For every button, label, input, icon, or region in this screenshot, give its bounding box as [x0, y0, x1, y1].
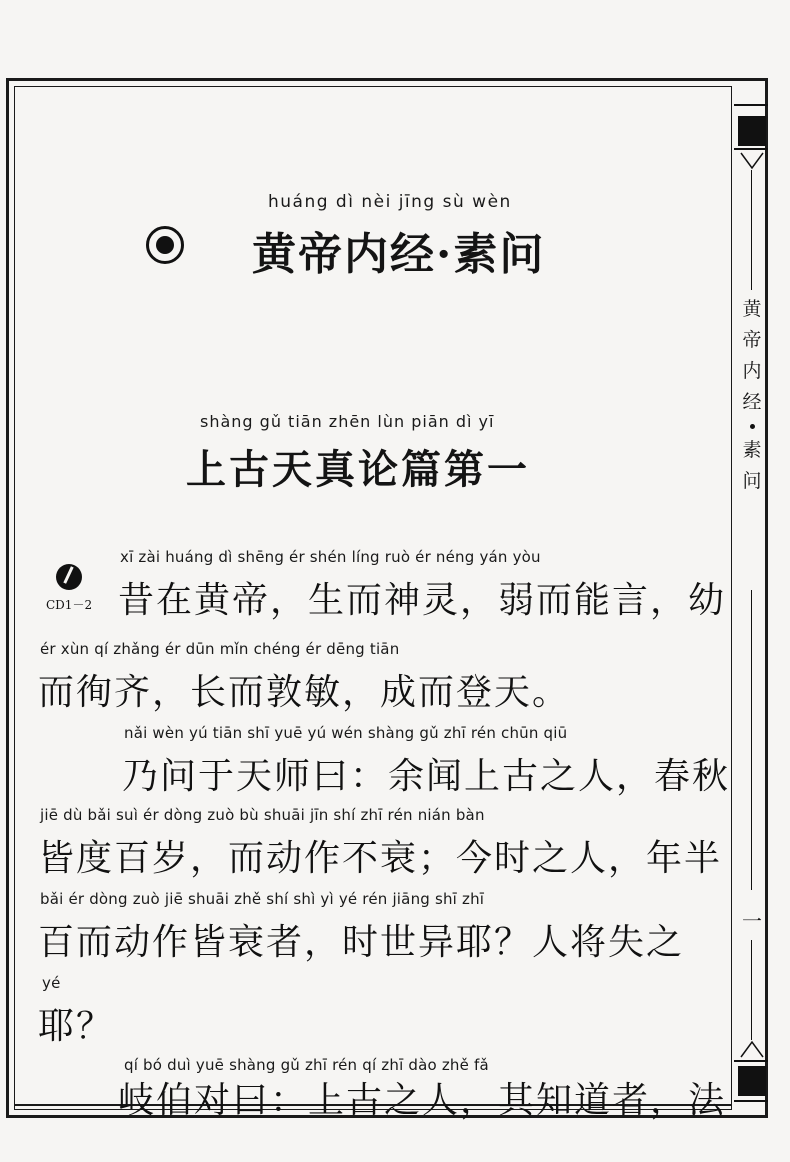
body-line-pinyin: ér xùn qí zhǎng ér dūn mǐn chéng ér dēng tiān — [40, 640, 400, 658]
body-line-text: 皆度百岁，而动作不衰；今时之人，年半 — [38, 838, 723, 879]
body-line-text: 乃问于天师曰：余闻上古之人，春秋 — [122, 756, 731, 797]
chapter-title: 上古天真论篇第一 — [186, 446, 530, 493]
side-rule-top — [734, 104, 768, 106]
running-head-char: 帝 — [742, 329, 762, 351]
body-line-text: 岐伯对曰：上古之人，其知道者，法 — [118, 1080, 727, 1121]
book-title-pinyin: huáng dì nèi jīng sù wèn — [268, 192, 512, 212]
running-head-char: 经 — [742, 391, 762, 413]
book-title: 黄帝内经·素问 — [252, 229, 546, 280]
side-rule-lower — [734, 1060, 768, 1062]
side-line-lower — [751, 590, 752, 890]
running-head-title — [738, 300, 766, 491]
chapter-title-pinyin: shàng gǔ tiān zhēn lùn piān dì yī — [200, 412, 495, 431]
audio-track-icon — [56, 564, 82, 590]
body-line-text: 百而动作皆衰者，时世异耶？人将失之 — [38, 922, 685, 963]
body-line-pinyin: bǎi ér dòng zuò jiē shuāi zhě shí shì yì yé rén jiāng shī zhī — [40, 890, 485, 908]
body-line-pinyin: jiē dù bǎi suì ér dòng zuò bù shuāi jīn shí zhī rén nián bàn — [40, 806, 485, 824]
body-line-text: 而徇齐，长而敦敏，成而登天。 — [38, 672, 571, 713]
side-rule-bottom — [734, 1100, 768, 1102]
running-head-char: 素 — [742, 439, 762, 461]
audio-track-label: CD1－2 — [46, 598, 93, 612]
side-line-upper — [751, 170, 752, 290]
body-line-pinyin: qí bó duì yuē shàng gǔ zhī rén qí zhī dào zhě fǎ — [124, 1056, 489, 1074]
page-number: 一 — [742, 909, 762, 933]
side-block-top — [738, 116, 766, 146]
side-line-bottom — [751, 940, 752, 1040]
body-line-pinyin: xī zài huáng dì shēng ér shén líng ruò ér néng yán yòu — [120, 548, 541, 566]
body-line-text: 昔在黄帝，生而神灵，弱而能言，幼 — [118, 580, 727, 621]
chevron-down-icon — [740, 152, 764, 170]
running-head-char: 黄 — [742, 298, 762, 320]
running-head-dot — [750, 424, 755, 429]
body-line-pinyin: yé — [42, 974, 61, 992]
side-block-bottom — [738, 1066, 766, 1096]
body-line-text: 耶？ — [38, 1006, 115, 1047]
body-line-pinyin: nǎi wèn yú tiān shī yuē yú wén shàng gǔ zhī rén chūn qiū — [124, 724, 568, 742]
running-head-char: 问 — [742, 470, 762, 492]
running-head-char: 内 — [742, 360, 762, 382]
chevron-up-icon — [740, 1040, 764, 1058]
side-rule-upper — [734, 148, 768, 150]
bullseye-icon — [146, 226, 184, 264]
